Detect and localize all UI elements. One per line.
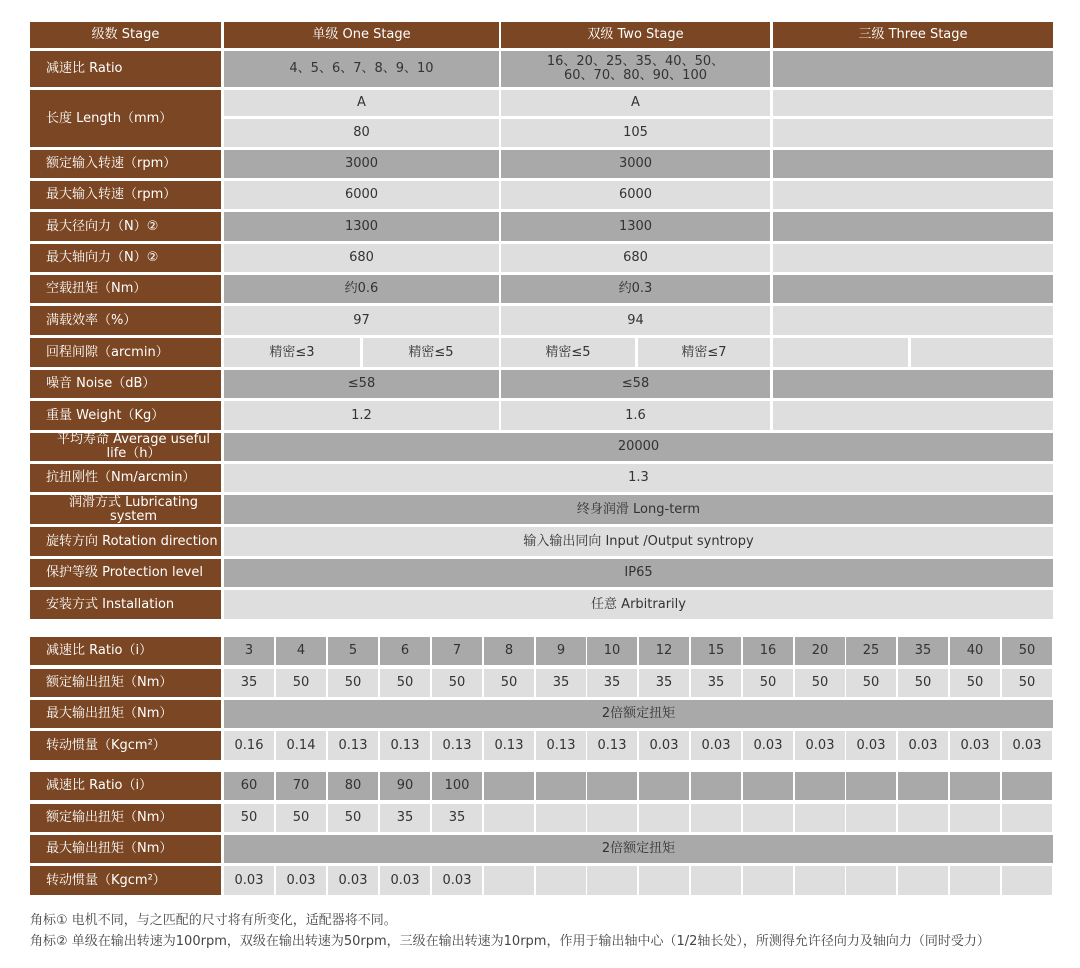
backlash-one-stage-b: 精密≤5 (363, 338, 499, 367)
spec-row-label: 抗扭刚性（Nm/arcmin） (30, 464, 221, 492)
ratio-value: 15 (691, 637, 741, 665)
spec-row-label: 长度 Length（mm） (30, 90, 221, 147)
torque-row-label: 额定输出扭矩（Nm） (30, 669, 221, 697)
spec-row-label: 安装方式 Installation (30, 590, 221, 619)
stage-header: 级数 Stage (30, 22, 221, 48)
max-torque-value: 2倍额定扭矩 (224, 700, 1053, 728)
backlash-two-stage-b: 精密≤7 (638, 338, 770, 367)
rated-torque-value (950, 804, 1000, 832)
two-stage-value: 1300 (501, 212, 770, 241)
two-stage-header: 双级 Two Stage (501, 22, 770, 48)
ratio-value: 10 (587, 637, 637, 665)
ratio-value (898, 772, 948, 800)
three-stage-value (773, 401, 1053, 430)
torque-row-label: 最大输出扭矩（Nm） (30, 835, 221, 863)
spec-row-label: 额定输入转速（rpm） (30, 150, 221, 178)
rated-torque-value: 35 (224, 669, 274, 697)
torque-row-label: 额定输出扭矩（Nm） (30, 804, 221, 832)
rated-torque-value: 50 (795, 669, 845, 697)
inertia-value: 0.03 (795, 731, 845, 760)
rated-torque-value: 50 (898, 669, 948, 697)
inertia-value: 0.03 (691, 731, 741, 760)
inertia-value (536, 866, 586, 895)
ratio-value: 7 (432, 637, 482, 665)
ratio-value (639, 772, 689, 800)
spec-row-label: 空载扭矩（Nm） (30, 275, 221, 303)
inertia-value: 0.03 (950, 731, 1000, 760)
ratio-value: 6 (380, 637, 430, 665)
inertia-value: 0.03 (276, 866, 326, 895)
rated-torque-value: 35 (432, 804, 482, 832)
ratio-value (743, 772, 793, 800)
ratio-value (587, 772, 637, 800)
one-stage-value: ≤58 (224, 370, 499, 398)
rated-torque-value: 50 (224, 804, 274, 832)
ratio-value: 40 (950, 637, 1000, 665)
one-stage-value: 680 (224, 244, 499, 272)
inertia-value: 0.16 (224, 731, 274, 760)
rated-torque-value (743, 804, 793, 832)
rated-torque-value: 35 (380, 804, 430, 832)
two-stage-value: 3000 (501, 150, 770, 178)
inertia-value (795, 866, 845, 895)
inertia-value: 0.13 (328, 731, 378, 760)
ratio-value: 3 (224, 637, 274, 665)
one-stage-value: 约0.6 (224, 275, 499, 303)
rated-torque-value: 50 (1002, 669, 1052, 697)
rated-torque-value (639, 804, 689, 832)
torque-row-label: 最大输出扭矩（Nm） (30, 700, 221, 728)
inertia-value (950, 866, 1000, 895)
ratio-value: 20 (795, 637, 845, 665)
inertia-value: 0.03 (224, 866, 274, 895)
spec-row-label: 保护等级 Protection level (30, 559, 221, 587)
rated-torque-value (587, 804, 637, 832)
spec-row-label: 平均寿命 Average useful life（h） (30, 433, 221, 461)
spec-row-label: 重量 Weight（Kg） (30, 401, 221, 430)
ratio-value: 90 (380, 772, 430, 800)
torque-row-label: 减速比 Ratio（i） (30, 772, 221, 800)
ratio-value (484, 772, 534, 800)
three-stage-value (773, 212, 1053, 241)
rated-torque-value: 50 (432, 669, 482, 697)
all-stage-value: 输入输出同向 Input /Output syntropy (224, 527, 1053, 556)
all-stage-value: IP65 (224, 559, 1053, 587)
three-stage-value (773, 244, 1053, 272)
rated-torque-value (795, 804, 845, 832)
ratio-value: 60 (224, 772, 274, 800)
backlash-two-stage-a: 精密≤5 (501, 338, 635, 367)
backlash-one-stage-a: 精密≤3 (224, 338, 360, 367)
ratio-value: 35 (898, 637, 948, 665)
inertia-value (846, 866, 896, 895)
all-stage-value: 20000 (224, 433, 1053, 461)
ratio-value (795, 772, 845, 800)
rated-torque-value: 35 (536, 669, 586, 697)
spec-row-label: 最大轴向力（N）② (30, 244, 221, 272)
rated-torque-value: 50 (380, 669, 430, 697)
ratio-value: 100 (432, 772, 482, 800)
rated-torque-value: 50 (484, 669, 534, 697)
inertia-value: 0.03 (898, 731, 948, 760)
inertia-value: 0.13 (536, 731, 586, 760)
ratio-value: 4 (276, 637, 326, 665)
length-three-stage-a (773, 90, 1053, 116)
inertia-value (639, 866, 689, 895)
inertia-value (1002, 866, 1052, 895)
ratio-value: 5 (328, 637, 378, 665)
rated-torque-value: 50 (743, 669, 793, 697)
two-stage-value: 6000 (501, 181, 770, 209)
inertia-value: 0.03 (380, 866, 430, 895)
inertia-value (898, 866, 948, 895)
two-stage-value: 680 (501, 244, 770, 272)
spec-row-label: 最大输入转速（rpm） (30, 181, 221, 209)
inertia-value: 0.14 (276, 731, 326, 760)
one-stage-value: 97 (224, 306, 499, 335)
three-stage-value (773, 306, 1053, 335)
three-stage-value (773, 150, 1053, 178)
rated-torque-value (898, 804, 948, 832)
spec-row-label: 减速比 Ratio (30, 51, 221, 87)
inertia-value: 0.03 (743, 731, 793, 760)
ratio-value (1002, 772, 1052, 800)
length-two-stage-a: A (501, 90, 770, 116)
three-stage-value (773, 181, 1053, 209)
spec-row-label: 噪音 Noise（dB） (30, 370, 221, 398)
inertia-value: 0.13 (432, 731, 482, 760)
one-stage-value: 4、5、6、7、8、9、10 (224, 51, 499, 87)
two-stage-value: 16、20、25、35、40、50、 60、70、80、90、100 (501, 51, 770, 87)
rated-torque-value: 50 (328, 669, 378, 697)
rated-torque-value: 50 (328, 804, 378, 832)
ratio-value (950, 772, 1000, 800)
inertia-value: 0.03 (432, 866, 482, 895)
three-stage-value (773, 275, 1053, 303)
length-one-stage-a: A (224, 90, 499, 116)
rated-torque-value (536, 804, 586, 832)
two-stage-value: 94 (501, 306, 770, 335)
inertia-value: 0.03 (1002, 731, 1052, 760)
ratio-value: 70 (276, 772, 326, 800)
all-stage-value: 终身润滑 Long-term (224, 495, 1053, 524)
inertia-value (587, 866, 637, 895)
spec-row-label: 润滑方式 Lubricating system (30, 495, 221, 524)
spec-row-label: 满载效率（%） (30, 306, 221, 335)
rated-torque-value (1002, 804, 1052, 832)
torque-row-label: 转动惯量（Kgcm²） (30, 866, 221, 895)
ratio-value: 80 (328, 772, 378, 800)
rated-torque-value (691, 804, 741, 832)
one-stage-value: 3000 (224, 150, 499, 178)
one-stage-value: 6000 (224, 181, 499, 209)
one-stage-header: 单级 One Stage (224, 22, 499, 48)
rated-torque-value (484, 804, 534, 832)
ratio-value (846, 772, 896, 800)
ratio-value: 50 (1002, 637, 1052, 665)
rated-torque-value: 35 (639, 669, 689, 697)
spec-row-label: 旋转方向 Rotation direction (30, 527, 221, 556)
ratio-value: 9 (536, 637, 586, 665)
one-stage-value: 1300 (224, 212, 499, 241)
ratio-value: 16 (743, 637, 793, 665)
inertia-value (691, 866, 741, 895)
inertia-value: 0.03 (328, 866, 378, 895)
note-2: 角标② 单级在输出转速为100rpm，双级在输出转速为50rpm，三级在输出转速为10rpm，作用于输出轴中心（1/2轴长处），所测得允许径向力及轴向力（同时受力） (30, 934, 990, 949)
rated-torque-value: 35 (691, 669, 741, 697)
spec-row-label: 最大径向力（N）② (30, 212, 221, 241)
torque-row-label: 转动惯量（Kgcm²） (30, 731, 221, 760)
inertia-value (484, 866, 534, 895)
three-stage-value (773, 370, 1053, 398)
ratio-value (691, 772, 741, 800)
torque-row-label: 减速比 Ratio（i） (30, 637, 221, 665)
rated-torque-value: 50 (846, 669, 896, 697)
all-stage-value: 任意 Arbitrarily (224, 590, 1053, 619)
inertia-value: 0.03 (639, 731, 689, 760)
all-stage-value: 1.3 (224, 464, 1053, 492)
rated-torque-value: 50 (276, 804, 326, 832)
spec-row-label: 回程间隙（arcmin） (30, 338, 221, 367)
two-stage-value: 约0.3 (501, 275, 770, 303)
three-stage-value (773, 51, 1053, 87)
one-stage-value: 1.2 (224, 401, 499, 430)
rated-torque-value: 50 (950, 669, 1000, 697)
ratio-value (536, 772, 586, 800)
two-stage-value: ≤58 (501, 370, 770, 398)
length-three-stage-b (773, 119, 1053, 147)
inertia-value: 0.13 (380, 731, 430, 760)
ratio-value: 8 (484, 637, 534, 665)
length-two-stage-b: 105 (501, 119, 770, 147)
note-1: 角标① 电机不同，与之匹配的尺寸将有所变化，适配器将不同。 (30, 913, 397, 928)
backlash-three-stage-b (911, 338, 1053, 367)
three-stage-header: 三级 Three Stage (773, 22, 1053, 48)
rated-torque-value (846, 804, 896, 832)
max-torque-value: 2倍额定扭矩 (224, 835, 1053, 863)
inertia-value: 0.03 (846, 731, 896, 760)
ratio-value: 25 (846, 637, 896, 665)
two-stage-value: 1.6 (501, 401, 770, 430)
inertia-value: 0.13 (587, 731, 637, 760)
inertia-value: 0.13 (484, 731, 534, 760)
rated-torque-value: 50 (276, 669, 326, 697)
backlash-three-stage-a (773, 338, 908, 367)
ratio-value: 12 (639, 637, 689, 665)
rated-torque-value: 35 (587, 669, 637, 697)
inertia-value (743, 866, 793, 895)
length-one-stage-b: 80 (224, 119, 499, 147)
